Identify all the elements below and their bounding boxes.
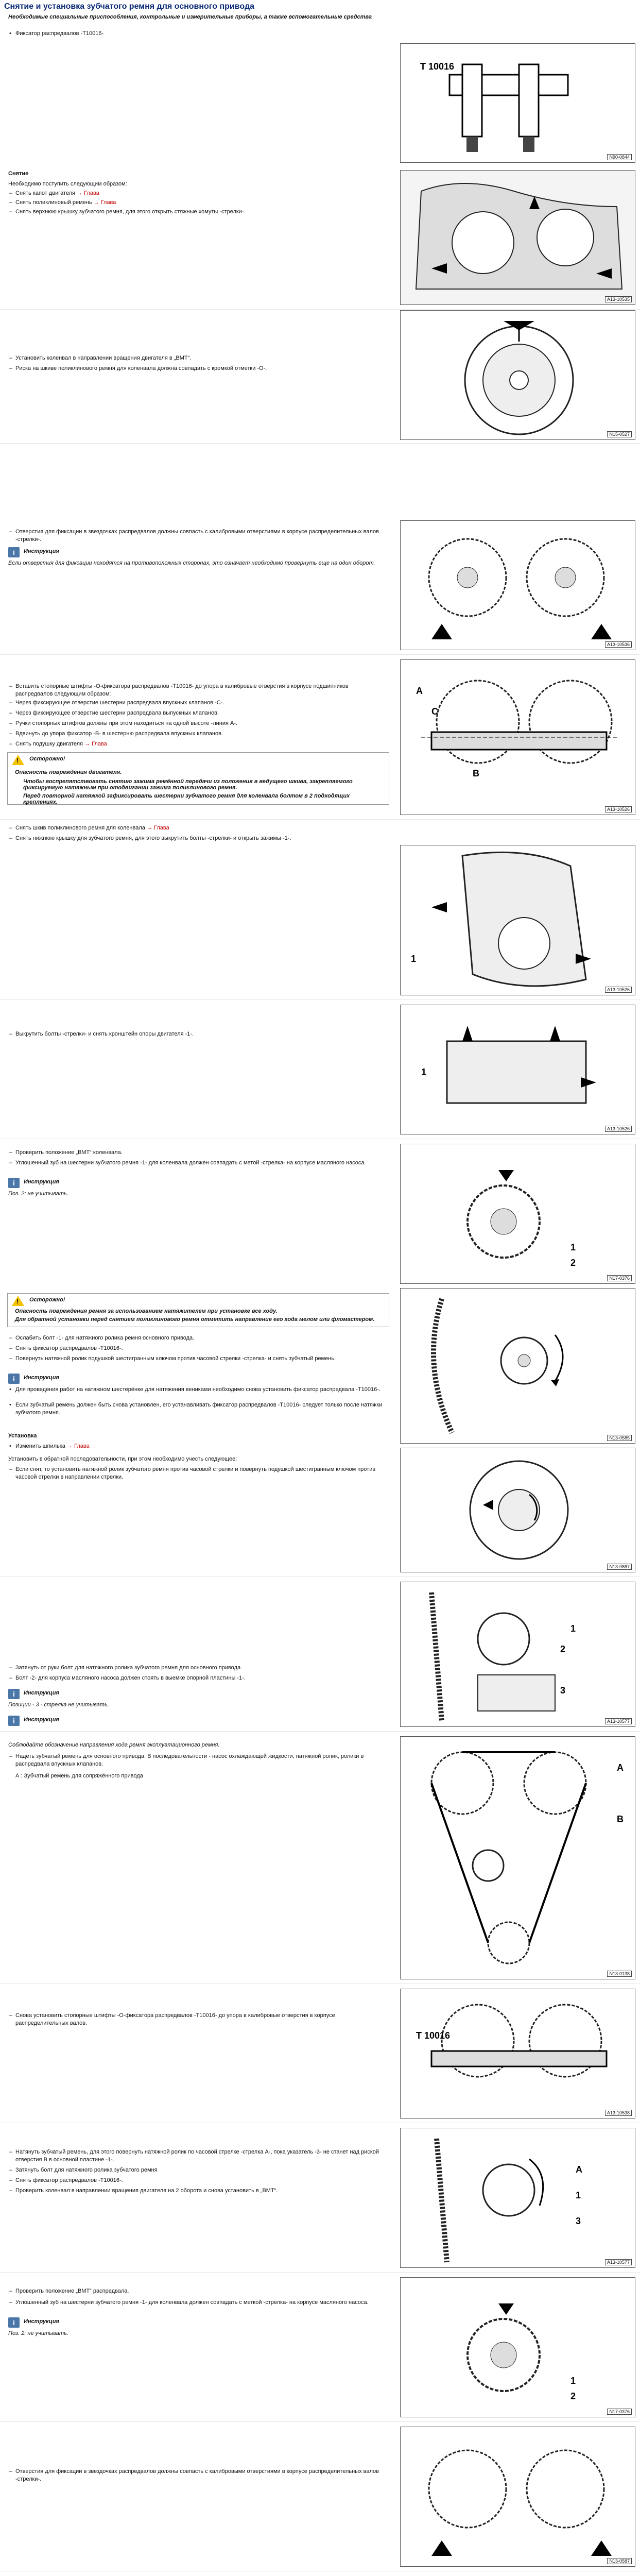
figure-lower-cover bbox=[400, 845, 635, 995]
list-item: – Проверить коленвал в направлении вращения двигателя на 2 оборота и снова установить в „ВМТ“. bbox=[15, 2187, 386, 2195]
divider bbox=[0, 1731, 640, 1732]
list-item: – Болт -2- для корпуса масляного насоса должен стоять в выемке опорной пластины -1-. bbox=[15, 1674, 386, 1682]
caution-text: Для обратной установки перед снятием поликлинового ремня отметить направление его хода мелом или фломастером. bbox=[15, 1316, 375, 1323]
figure-id: A13-10526 bbox=[605, 1126, 632, 1132]
label-3: 3 bbox=[576, 2216, 581, 2226]
figure-belt-route bbox=[400, 1736, 635, 1979]
list-item: – Снять верхнюю крышку зубчатого ремня, для этого открыть стяжные хомуты -стрелки-. bbox=[15, 208, 386, 216]
list-item: – Снова установить стопорные штифты -О-фиксатора распредвалов -T10016- до упора в калибровые отверстия в корпусе распределительных валов. bbox=[15, 2012, 386, 2027]
label-1: 1 bbox=[421, 1067, 427, 1077]
info-icon: i bbox=[8, 1716, 20, 1726]
heading-removal: Снятие bbox=[8, 171, 29, 177]
info-icon: i bbox=[8, 1178, 20, 1188]
label-a: A bbox=[576, 2164, 582, 2175]
list-item: – Снять фиксатор распредвалов -T10016-. bbox=[15, 2177, 386, 2184]
tool-label: T 10016 bbox=[416, 2030, 451, 2041]
belt-hint: Соблюдайте обозначение направления хода ремня эксплуатационного ремня. bbox=[8, 1742, 220, 1748]
list-item: – Выкрутить болты -стрелки- и снять кронштейн опоры двигателя -1-. bbox=[15, 1030, 386, 1038]
figure-id: A13-10526 bbox=[605, 987, 632, 993]
list-item: – Затянуть от руки болт для натяжного ролика зубчатого ремня для основного привода. bbox=[15, 1664, 386, 1672]
list-item: • Изменить шпилька → Глава bbox=[15, 1443, 386, 1450]
chapter-link[interactable]: → Глава bbox=[146, 825, 169, 831]
divider bbox=[0, 819, 640, 820]
note-item: • Если зубчатый ремень должен быть снова установлен, его устанавливать фиксатор распредвалов -T10016- следует только после натяжки зубчатого ремня. bbox=[15, 1401, 386, 1417]
list-item: – Углошенный зуб на шестерни зубчатого ремня -1- для коленвала должен совпадать с меткой -стрелка- на корпусе масляного насоса. bbox=[15, 2299, 386, 2307]
list-item: – Снять подушку двигателя → Глава bbox=[15, 740, 386, 748]
page-title: Снятие и установка зубчатого ремня для основного привода bbox=[4, 2, 255, 11]
list-item: – Ручки стопорных штифтов должны при этом находиться на одной высоте -линия А-. bbox=[15, 720, 386, 727]
figure-id: N17-0376 bbox=[607, 1275, 632, 1281]
label-1: 1 bbox=[576, 2190, 581, 2200]
figure-id: N13-0887 bbox=[607, 1564, 632, 1570]
figure-camshafts bbox=[400, 520, 635, 650]
tools-heading: Необходимые специальные приспособления, контрольные и измерительные приборы, а также вспомогательные средства bbox=[8, 14, 372, 20]
label-b: B bbox=[473, 768, 479, 778]
figure-tensioner bbox=[400, 1288, 635, 1444]
info-icon: i bbox=[8, 547, 20, 557]
list-item: – Вдвинуть до упора фиксатор -В- в шестерню распредвала впускных клапанов. bbox=[15, 730, 386, 738]
list-item: – Повернуть натяжной ролик подушкой шестигранным ключом против часовой стрелки -стрелка- и снять зубчатый ремень. bbox=[15, 1355, 386, 1363]
note-title: Инструкция bbox=[24, 1375, 59, 1381]
label-2: 2 bbox=[560, 1644, 566, 1654]
label-b: B bbox=[617, 1814, 624, 1824]
list-item: – Вставить стопорные штифты -О-фиксатора распредвалов -T10016- до упора в калибровые отверстия в корпусе подшипников распредвалов следующим образом: bbox=[15, 683, 386, 698]
figure-id: N17-0376 bbox=[607, 2409, 632, 2415]
note-title: Инструкция bbox=[24, 2318, 59, 2325]
note-text: Поз. 2: не учитывать. bbox=[8, 1191, 68, 1197]
label-a: A bbox=[416, 686, 423, 696]
label-1: 1 bbox=[570, 2376, 576, 2386]
list-item: – Риска на шкиве поликлинового ремня для коленвала должна совпадать с кромкой отметки -О-. bbox=[15, 365, 386, 372]
figure-relock bbox=[400, 1989, 635, 2119]
caution-box bbox=[7, 1293, 389, 1327]
divider bbox=[0, 309, 640, 310]
warning-icon: ! bbox=[12, 755, 24, 765]
list-item: – Снять шкив поликлинового ремня для коленвала → Глава bbox=[15, 824, 386, 832]
figure-tool bbox=[400, 43, 635, 163]
label-2: 2 bbox=[570, 2391, 576, 2401]
divider bbox=[0, 2421, 640, 2422]
figure-crank-gear-2 bbox=[400, 2277, 635, 2417]
info-icon: i bbox=[8, 1689, 20, 1699]
list-item: – Снять фиксатор распредвалов -T10016-. bbox=[15, 1345, 386, 1352]
figure-id: N90-0844 bbox=[607, 154, 632, 160]
label-1: 1 bbox=[570, 1242, 576, 1252]
list-item: – Затянуть болт для натяжного ролика зубчатого ремня bbox=[15, 2166, 386, 2174]
figure-pulley bbox=[400, 310, 635, 440]
figure-id: A13-10536 bbox=[605, 641, 632, 648]
list-item: – Отверстия для фиксации в звездочках распредвалов должны совпасть с калибровыми отверстиями в корпусе распределительных валов -стрелки-. bbox=[15, 528, 386, 544]
note-text: Позиции - 3 - стрелка не учитывать. bbox=[8, 1702, 109, 1708]
figure-engine-top bbox=[400, 170, 635, 305]
caution-title: Осторожно! bbox=[29, 1297, 65, 1303]
note-text: Если отверстия для фиксации находятся на противоположных сторонах, это означает необходимо провернуть еще на один оборот. bbox=[8, 560, 375, 566]
belt-legend: А : Зубчатый ремень для сопряжённого привода bbox=[15, 1773, 143, 1779]
figure-crank-gear bbox=[400, 1144, 635, 1284]
heading-install: Установка bbox=[8, 1433, 37, 1439]
figure-id: A13-10535 bbox=[605, 296, 632, 302]
list-item: – Снять поликлиновый ремень → Глава bbox=[15, 199, 386, 207]
figure-id: A13-10538 bbox=[605, 2110, 632, 2116]
figure-oil-pump bbox=[400, 1582, 635, 1727]
list-item: – Проверить положение „ВМТ“ коленвала. bbox=[15, 1149, 386, 1157]
info-icon: i bbox=[8, 1374, 20, 1384]
divider bbox=[0, 654, 640, 655]
chapter-link[interactable]: → Глава bbox=[93, 199, 116, 206]
note-title: Инструкция bbox=[24, 1179, 59, 1185]
label-1: 1 bbox=[411, 954, 417, 964]
info-icon: i bbox=[8, 2317, 20, 2328]
figure-id: N13-0587 bbox=[607, 2558, 632, 2564]
caution-title: Осторожно! bbox=[29, 756, 65, 762]
list-item: – Натянуть зубчатый ремень, для этого повернуть натяжной ролик по часовой стрелке -стрелка А-, пока указатель -3- не станет над риской отверстия В в основной пластине -1-. bbox=[15, 2148, 386, 2164]
chapter-link[interactable]: → Глава bbox=[77, 190, 99, 196]
figure-tension-check bbox=[400, 2128, 635, 2268]
figure-id: N15-0527 bbox=[607, 431, 632, 437]
note-item: • Для проведения работ на натяжном шестерёнке для натяжения вениками необходимо снова установить фиксатор распредвала -T10016-. bbox=[15, 1386, 386, 1394]
divider bbox=[0, 2272, 640, 2273]
list-item: – Проверить положение „ВМТ“ распредвала. bbox=[15, 2287, 386, 2295]
figure-id: N13-0585 bbox=[607, 1435, 632, 1441]
list-item: – Ослабить болт -1- для натяжного ролика ремня основного привода. bbox=[15, 1334, 386, 1342]
caution-text: Опасность повреждения ремня за использованием натяжителем при установке все ходу. bbox=[15, 1308, 278, 1314]
list-item: – Углошенный зуб на шестерни зубчатого ремня -1- для коленвала должен совпадать с метой -стрелка- на корпусе масляного насоса. bbox=[15, 1159, 386, 1167]
list-item: – Через фиксирующее отверстие шестерни распредвала выпускных клапанов. bbox=[15, 709, 386, 717]
divider bbox=[0, 443, 640, 444]
list-item: – Отверстия для фиксации в звездочках распредвалов должны совпасть с калибровыми отверстиями в корпусе распределительных валов -стрелки-. bbox=[15, 2468, 386, 2483]
label-a: A bbox=[617, 1762, 624, 1773]
figure-tensioner-roller bbox=[400, 1448, 635, 1572]
label-3: 3 bbox=[560, 1685, 566, 1696]
caution-danger: Опасность повреждения двигателя. bbox=[15, 769, 122, 775]
chapter-link[interactable]: → Глава bbox=[66, 1443, 90, 1449]
label-c: C bbox=[431, 706, 438, 717]
warning-icon: ! bbox=[12, 1296, 24, 1306]
note-title: Инструкция bbox=[24, 1690, 59, 1696]
tool-item: • Фиксатор распредвалов -T10016- bbox=[15, 30, 386, 38]
list-item: – Через фиксирующее отверстие шестерни распредвала впускных клапанов -С-. bbox=[15, 699, 386, 707]
install-intro: Установить в обратной последовательности, при этом необходимо учесть следующее: bbox=[8, 1456, 237, 1462]
caution-item: Перед повторной натяжкой зафиксировать шестерни зубчатого ремня для коленвала болтом в 2 подходящих креплениях. bbox=[23, 793, 350, 805]
divider bbox=[0, 999, 640, 1000]
chapter-link[interactable]: → Глава bbox=[84, 741, 107, 747]
list-item: – Снять нижнюю крышку для зубчатого ремня, для этого выкрутить болты -стрелки- и открыть зажимы -1-. bbox=[15, 835, 386, 842]
tool-label: T 10016 bbox=[420, 61, 455, 72]
figure-id: A13-10577 bbox=[605, 1718, 632, 1724]
note-title: Инструкция bbox=[24, 548, 59, 554]
figure-engine-mount bbox=[400, 1005, 635, 1134]
list-item: – Надеть зубчатый ремень для основного привода: В последовательности - насос охлаждающей жидкости, натяжной ролик, ролики в распредвала впускных клапанов. bbox=[15, 1753, 386, 1768]
figure-id: A13-10526 bbox=[605, 806, 632, 812]
label-1: 1 bbox=[570, 1623, 576, 1634]
caution-item: Чтобы воспрепятствовать снятию зажима ремённой передачи из положения в ведущего шкива, закрепляемого фиксируемую натяжным при отодвигании зажима поликлинового ремня. bbox=[23, 778, 353, 791]
label-2: 2 bbox=[570, 1258, 576, 1268]
list-item: – Снять капот двигателя → Глава bbox=[15, 190, 386, 197]
note-title: Инструкция bbox=[24, 1717, 59, 1723]
note-text: Поз. 2: не учитывать. bbox=[8, 2330, 68, 2336]
figure-id: N13-0138 bbox=[607, 1971, 632, 1977]
figure-id: A13-10577 bbox=[605, 2259, 632, 2265]
figure-lock-tool bbox=[400, 659, 635, 815]
figure-camshafts-2 bbox=[400, 2427, 635, 2567]
list-item: – Установить коленвал в направлении вращения двигателя в „ВМТ“. bbox=[15, 354, 386, 362]
list-item: – Если снят, то установить натяжной ролик зубчатого ремня против часовой стрелки и повернуть подушкой шестигранным ключом против часовой стрелки в направлении стрелки. bbox=[15, 1466, 386, 1481]
caution-box bbox=[7, 752, 389, 805]
removal-intro: Необходимо поступить следующим образом: bbox=[8, 181, 127, 187]
